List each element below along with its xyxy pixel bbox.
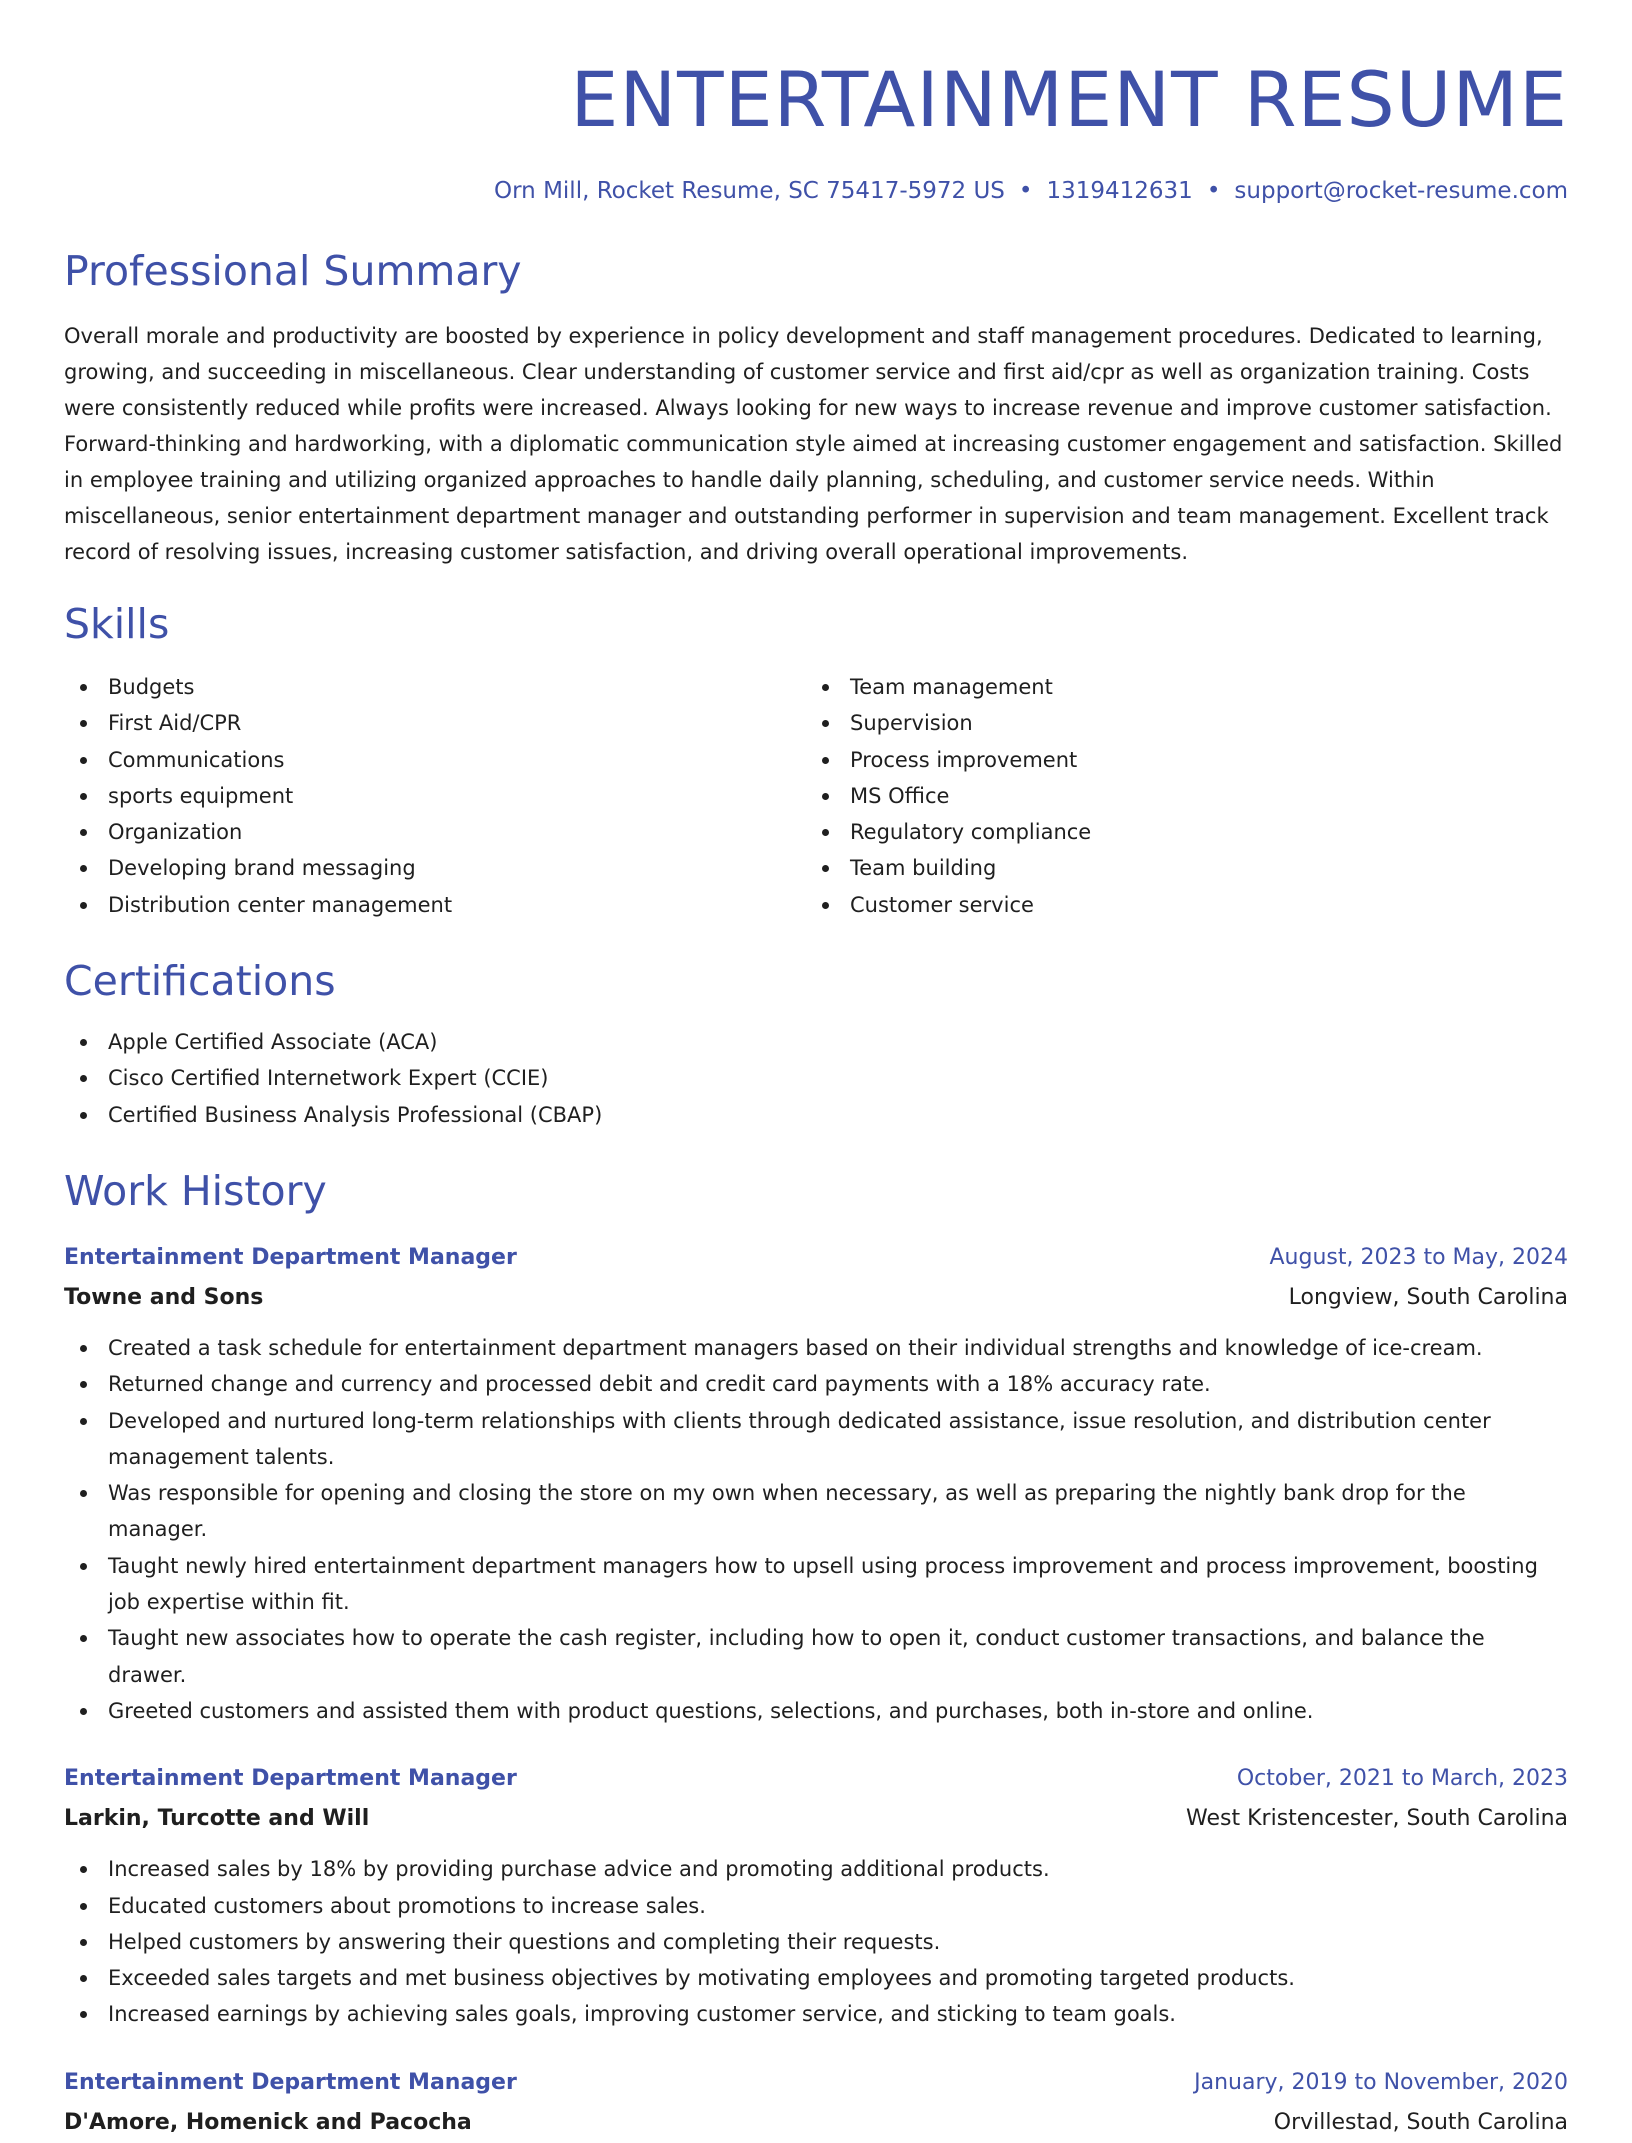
- job-bullet: Greeted customers and assisted them with product questions, selections, and purchases, both in-store and online.: [64, 1693, 1568, 1729]
- job-header: [64, 1759, 1568, 1799]
- contact-separator: •: [1018, 178, 1033, 204]
- job-dates: January, 2019 to November, 2020: [1194, 2069, 1568, 2095]
- job-bullets: [64, 1851, 1568, 2032]
- job-location: Longview, South Carolina: [1288, 1284, 1568, 1310]
- skill-item: Supervision: [806, 705, 1548, 741]
- job-entry: [64, 1759, 1568, 2032]
- skill-item: Organization: [64, 814, 806, 850]
- job-role: Entertainment Department Manager: [64, 2069, 517, 2095]
- summary-heading: Professional Summary: [64, 247, 522, 295]
- skill-item: Developing brand messaging: [64, 850, 806, 886]
- job-subheader: [64, 1799, 1568, 1839]
- skills-heading: Skills: [64, 600, 170, 648]
- certifications-list: [64, 1024, 1568, 1133]
- contact-email[interactable]: support@rocket-resume.com: [1234, 178, 1568, 204]
- job-header: [64, 2063, 1568, 2103]
- job-bullet: Educated customers about promotions to increase sales.: [64, 1888, 1568, 1924]
- job-entry: [64, 1238, 1568, 1729]
- job-bullet: Taught newly hired entertainment department managers how to upsell using process improvement and process improvement, boosting job expertise within fit.: [64, 1548, 1568, 1621]
- skill-item: Team management: [806, 669, 1548, 705]
- job-bullet: Increased sales by 18% by providing purchase advice and promoting additional products.: [64, 1851, 1568, 1887]
- job-subheader: [64, 1278, 1568, 1318]
- skills-grid: [64, 669, 1568, 923]
- skill-item: sports equipment: [64, 778, 806, 814]
- job-role: Entertainment Department Manager: [64, 1244, 517, 1270]
- job-subheader: [64, 2103, 1568, 2143]
- job-dates: October, 2021 to March, 2023: [1236, 1766, 1568, 1792]
- contact-line: [64, 180, 1568, 203]
- job-header: [64, 1238, 1568, 1278]
- skills-list-left: [64, 669, 806, 923]
- job-bullet: Helped customers by answering their questions and completing their requests.: [64, 1924, 1568, 1960]
- skill-item: Communications: [64, 742, 806, 778]
- certification-item: Certified Business Analysis Professional (CBAP): [64, 1097, 1568, 1133]
- job-role: Entertainment Department Manager: [64, 1766, 517, 1792]
- job-bullet: Developed and nurtured long-term relationships with clients through dedicated assistance, issue resolution, and distribution center management talents.: [64, 1403, 1568, 1476]
- skill-item: Process improvement: [806, 742, 1548, 778]
- job-location: West Kristencester, South Carolina: [1186, 1806, 1568, 1832]
- skills-list-right: [806, 669, 1548, 923]
- job-company: D'Amore, Homenick and Pacocha: [64, 2109, 472, 2135]
- job-bullet: Created a task schedule for entertainment department managers based on their individual strengths and knowledge of ice-cream.: [64, 1330, 1568, 1366]
- certifications-heading: Certifications: [64, 957, 336, 1006]
- job-location: Orvillestad, South Carolina: [1273, 2109, 1568, 2135]
- job-bullet: Returned change and currency and processed debit and credit card payments with a 18% accuracy rate.: [64, 1366, 1568, 1402]
- job-dates: August, 2023 to May, 2024: [1269, 1244, 1568, 1270]
- certification-item: Apple Certified Associate (ACA): [64, 1024, 1568, 1060]
- skill-item: First Aid/CPR: [64, 705, 806, 741]
- certification-item: Cisco Certified Internetwork Expert (CCIE): [64, 1060, 1568, 1096]
- job-bullet: Taught new associates how to operate the cash register, including how to open it, conduct customer transactions, and balance the drawer.: [64, 1620, 1568, 1693]
- skill-item: Distribution center management: [64, 887, 806, 923]
- job-company: Larkin, Turcotte and Will: [64, 1806, 370, 1832]
- job-bullet: Exceeded sales targets and met business objectives by motivating employees and promoting targeted products.: [64, 1960, 1568, 1996]
- contact-address: Orn Mill, Rocket Resume, SC 75417-5972 US: [494, 178, 1005, 204]
- summary-text: Overall morale and productivity are boosted by experience in policy development and staff management procedures. Dedicated to learning, growing, and succeeding in miscellaneous. Clear understanding of customer service and first aid/cpr as well as organization training. Costs were consistently reduced while profits were increased. Always looking for new ways to increase revenue and improve customer satisfaction. Forward-thinking and hardworking, with a diplomatic communication style aimed at increasing customer engagement and satisfaction. Skilled in employee training and utilizing organized approaches to handle daily planning, scheduling, and customer service needs. Within miscellaneous, senior entertainment department manager and outstanding performer in supervision and team management. Excellent track record of resolving issues, increasing customer satisfaction, and driving overall operational improvements.: [64, 324, 1563, 564]
- resume-title: ENTERTAINMENT RESUME: [570, 55, 1568, 144]
- skill-item: Team building: [806, 850, 1548, 886]
- skill-item: Customer service: [806, 887, 1548, 923]
- job-entry: [64, 2063, 1568, 2143]
- job-bullets: [64, 1330, 1568, 1729]
- skill-item: Budgets: [64, 669, 806, 705]
- skill-item: MS Office: [806, 778, 1548, 814]
- job-bullet: Increased earnings by achieving sales goals, improving customer service, and sticking to team goals.: [64, 1996, 1568, 2032]
- skill-item: Regulatory compliance: [806, 814, 1548, 850]
- contact-phone: 1319412631: [1046, 178, 1193, 204]
- work-history-heading: Work History: [64, 1166, 327, 1215]
- job-bullet: Was responsible for opening and closing the store on my own when necessary, as well as preparing the nightly bank drop for the manager.: [64, 1475, 1568, 1548]
- contact-separator: •: [1206, 178, 1221, 204]
- job-company: Towne and Sons: [64, 1284, 264, 1310]
